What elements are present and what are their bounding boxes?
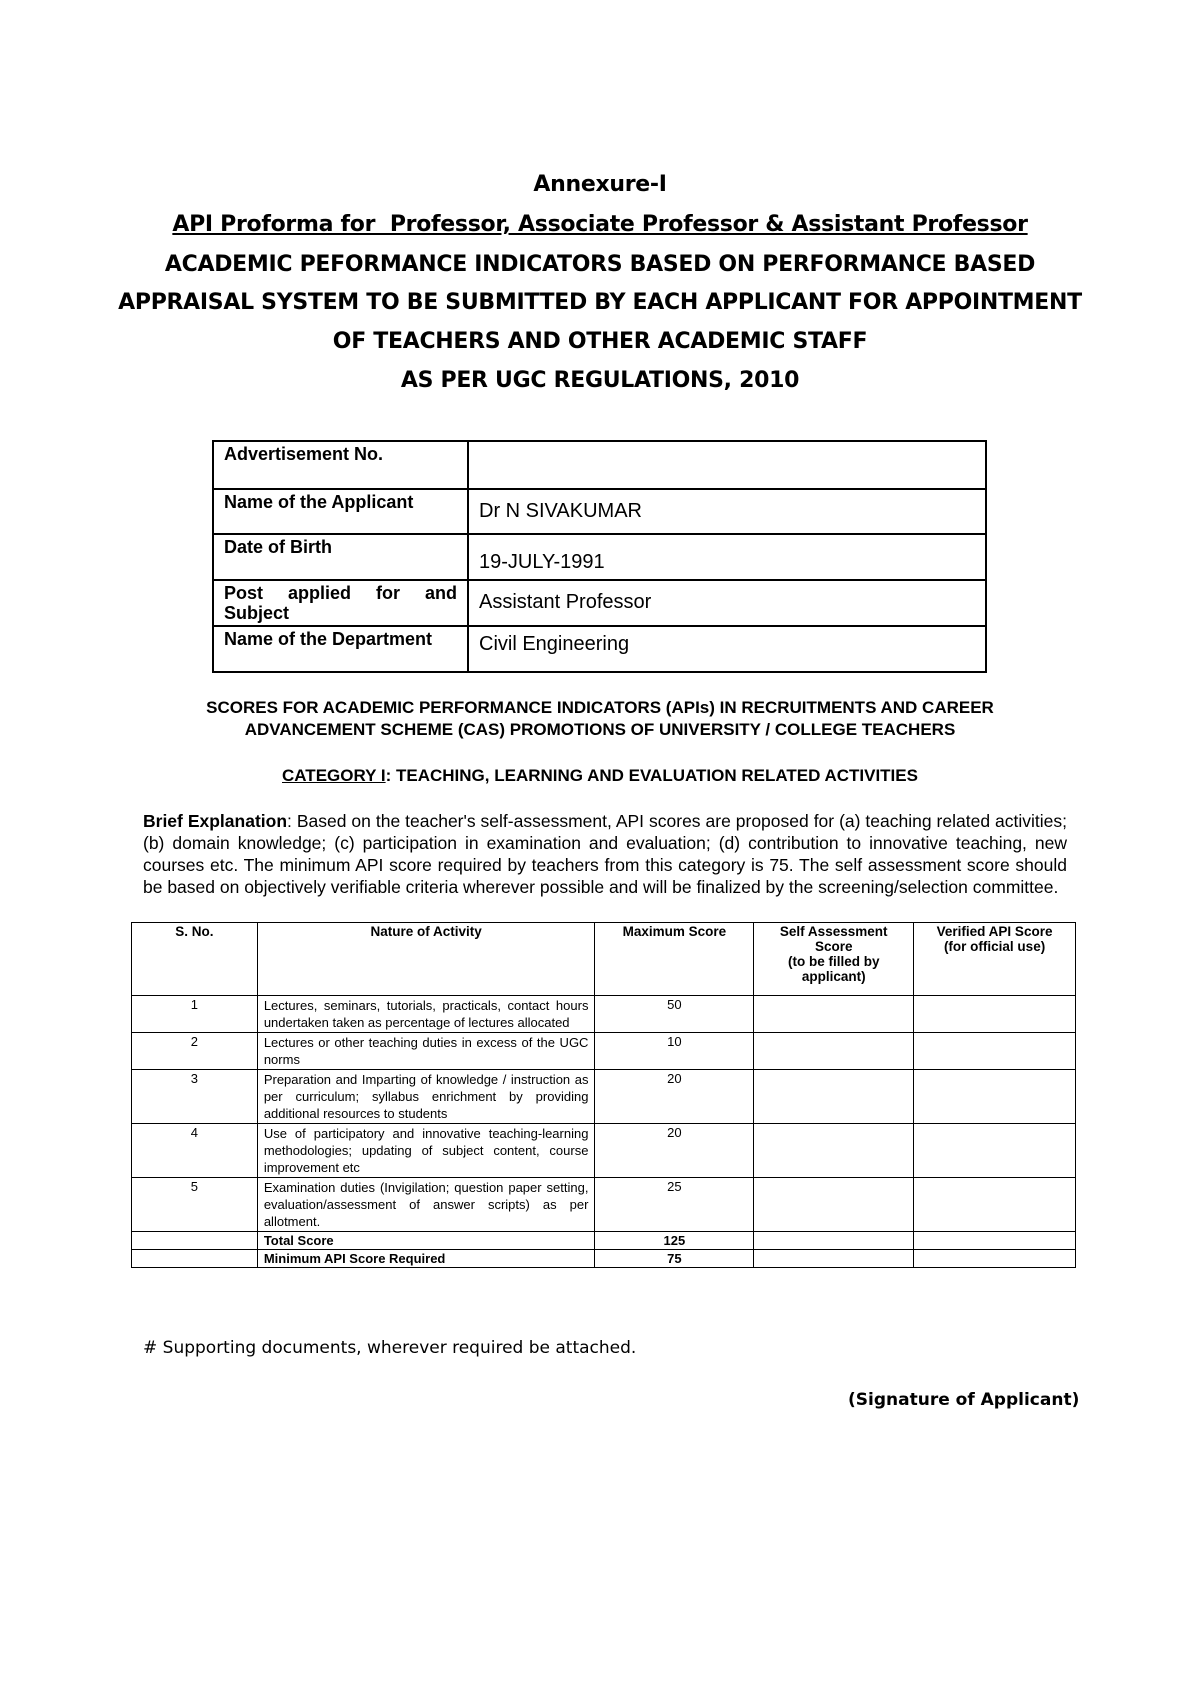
header-self-line-1: Self Assessment Score xyxy=(779,924,888,954)
supporting-documents-note: # Supporting documents, wherever required be attached. xyxy=(143,1338,637,1358)
verified-minimum-cell xyxy=(914,1250,1076,1268)
row-max-score: 50 xyxy=(595,996,754,1033)
row-activity: Use of participatory and innovative teaching-learning methodologies; updating of subject content, course improvement etc xyxy=(257,1124,595,1178)
row-activity: Examination duties (Invigilation; question paper setting, evaluation/assessment of answer scripts) as per allotment. xyxy=(257,1178,595,1232)
minimum-score-value: 75 xyxy=(595,1250,754,1268)
self-total-cell[interactable] xyxy=(754,1232,914,1250)
empty-cell xyxy=(132,1250,258,1268)
row-max-score: 25 xyxy=(595,1178,754,1232)
row-sno: 4 xyxy=(132,1124,258,1178)
heading-line-3: OF TEACHERS AND OTHER ACADEMIC STAFF xyxy=(332,329,868,354)
info-label: Advertisement No. xyxy=(213,441,468,489)
info-label: Name of the Department xyxy=(213,626,468,672)
verified-score-cell xyxy=(914,1124,1076,1178)
brief-text: : Based on the teacher's self-assessment, API scores are proposed for (a) teaching related activities; (b) domain knowledge; (c) participation in examination and evaluation; (d) contribution to innovative teaching, new courses etc. The minimum API score required by teachers from this category is 75. The self assessment score should be based on objectively verifiable criteria wherever possible and will be finalized by the screening/selection committee. xyxy=(143,811,1067,897)
heading-line-1: ACADEMIC PEFORMANCE INDICATORS BASED ON PERFORMANCE BASED xyxy=(164,252,1036,277)
total-score-value: 125 xyxy=(595,1232,754,1250)
header-verified-line-2: (for official use) xyxy=(943,939,1046,954)
total-score-label: Total Score xyxy=(257,1232,595,1250)
heading-line-4: AS PER UGC REGULATIONS, 2010 xyxy=(400,368,800,393)
table-row xyxy=(132,1070,1076,1124)
info-label: Date of Birth xyxy=(213,534,468,580)
header-verified-line-1: Verified API Score xyxy=(936,924,1053,939)
row-sno: 5 xyxy=(132,1178,258,1232)
row-activity: Lectures, seminars, tutorials, practicals, contact hours undertaken taken as percentage of lectures allocated xyxy=(257,996,595,1033)
date-of-birth-field[interactable]: 19-JULY-1991 xyxy=(468,534,986,580)
row-activity: Preparation and Imparting of knowledge / instruction as per curriculum; syllabus enrichment by providing additional resources to students xyxy=(257,1070,595,1124)
row-sno: 1 xyxy=(132,996,258,1033)
table-row xyxy=(132,1033,1076,1070)
info-row-name xyxy=(213,489,986,534)
empty-cell xyxy=(132,1232,258,1250)
info-row-dob xyxy=(213,534,986,580)
applicant-info-table xyxy=(212,440,987,673)
minimum-score-row xyxy=(132,1250,1076,1268)
applicant-name-field[interactable]: Dr N SIVAKUMAR xyxy=(468,489,986,534)
scores-title-line-1: SCORES FOR ACADEMIC PERFORMANCE INDICATORS (APIs) IN RECRUITMENTS AND CAREER xyxy=(206,698,994,717)
row-max-score: 20 xyxy=(595,1070,754,1124)
heading-line-2: APPRAISAL SYSTEM TO BE SUBMITTED BY EACH APPLICANT FOR APPOINTMENT xyxy=(118,290,1082,315)
total-score-row xyxy=(132,1232,1076,1250)
row-sno: 2 xyxy=(132,1033,258,1070)
info-label: Name of the Applicant xyxy=(213,489,468,534)
info-row-post xyxy=(213,580,986,626)
verified-score-cell xyxy=(914,1178,1076,1232)
verified-score-cell xyxy=(914,996,1076,1033)
brief-explanation xyxy=(143,810,1067,898)
table-row xyxy=(132,1178,1076,1232)
header-verified-score xyxy=(914,923,1076,996)
info-label: Post applied for and Subject xyxy=(213,580,468,626)
header-activity: Nature of Activity xyxy=(257,923,595,996)
signature-of-applicant: (Signature of Applicant) xyxy=(848,1390,1080,1410)
self-score-cell[interactable] xyxy=(754,1124,914,1178)
scores-title-line-2: ADVANCEMENT SCHEME (CAS) PROMOTIONS OF UNIVERSITY / COLLEGE TEACHERS xyxy=(244,720,956,739)
row-sno: 3 xyxy=(132,1070,258,1124)
annexure-title: Annexure-I xyxy=(533,172,667,197)
table-row xyxy=(132,1124,1076,1178)
department-field[interactable]: Civil Engineering xyxy=(468,626,986,672)
verified-total-cell xyxy=(914,1232,1076,1250)
verified-score-cell xyxy=(914,1070,1076,1124)
post-applied-field[interactable]: Assistant Professor xyxy=(468,580,986,626)
info-row-department xyxy=(213,626,986,672)
row-max-score: 20 xyxy=(595,1124,754,1178)
header-self-assessment xyxy=(754,923,914,996)
table-row xyxy=(132,996,1076,1033)
advertisement-no-field[interactable] xyxy=(468,441,986,489)
minimum-score-label: Minimum API Score Required xyxy=(257,1250,595,1268)
self-minimum-cell xyxy=(754,1250,914,1268)
row-max-score: 10 xyxy=(595,1033,754,1070)
brief-label: Brief Explanation xyxy=(143,811,288,831)
info-row-advertisement xyxy=(213,441,986,489)
header-self-line-2: (to be filled by applicant) xyxy=(787,954,880,984)
row-activity: Lectures or other teaching duties in excess of the UGC norms xyxy=(257,1033,595,1070)
self-score-cell[interactable] xyxy=(754,1178,914,1232)
self-score-cell[interactable] xyxy=(754,1033,914,1070)
category-title: : TEACHING, LEARNING AND EVALUATION RELATED ACTIVITIES xyxy=(385,766,918,785)
proforma-title: API Proforma for Professor, Associate Professor & Assistant Professor xyxy=(172,212,1028,237)
api-score-table xyxy=(131,922,1076,1268)
header-max-score: Maximum Score xyxy=(595,923,754,996)
header-sno: S. No. xyxy=(132,923,258,996)
self-score-cell[interactable] xyxy=(754,996,914,1033)
category-heading xyxy=(0,766,1200,786)
verified-score-cell xyxy=(914,1033,1076,1070)
table-header-row xyxy=(132,923,1076,996)
self-score-cell[interactable] xyxy=(754,1070,914,1124)
category-label: CATEGORY I xyxy=(282,766,386,785)
